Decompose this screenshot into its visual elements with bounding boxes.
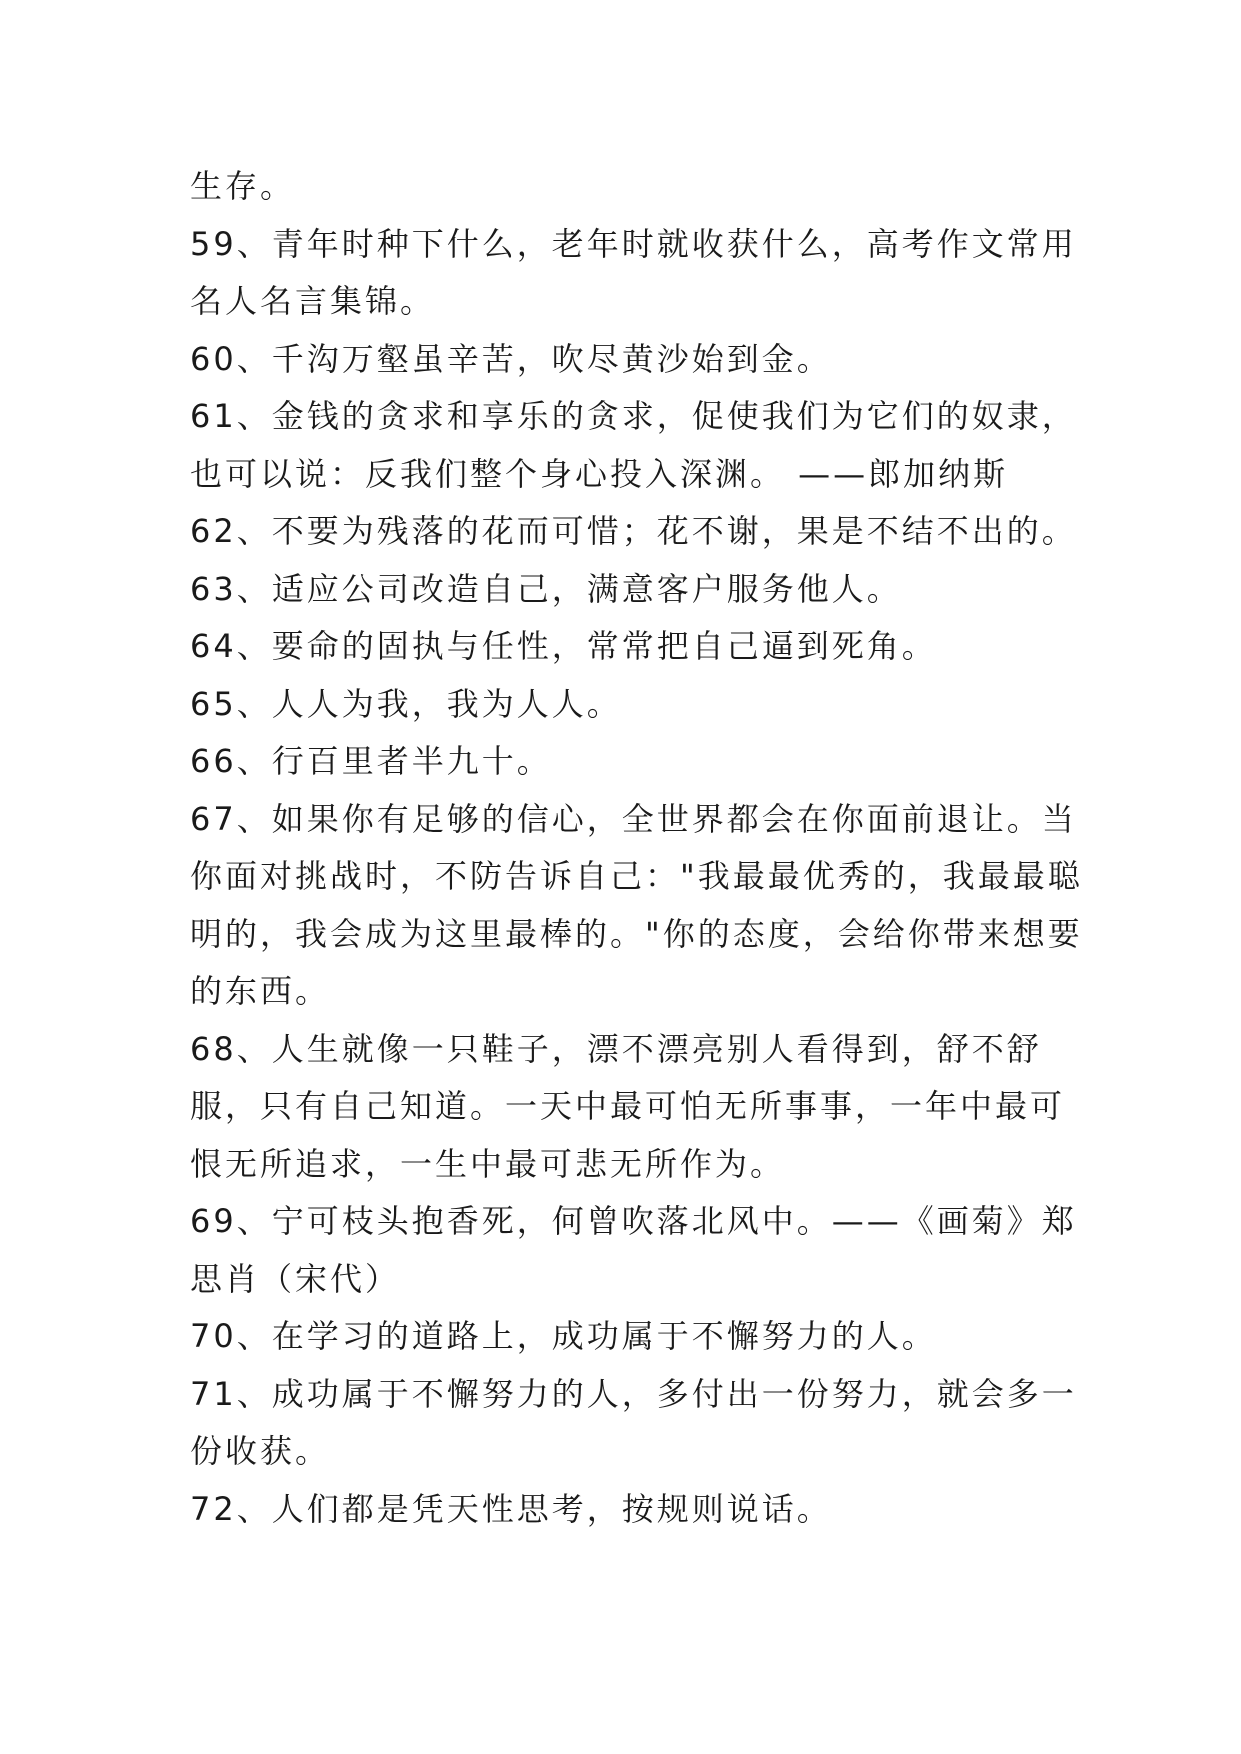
paragraph-65: 65、人人为我，我为人人。 [190,684,622,723]
paragraph-72: 72、人们都是凭天性思考，按规则说话。 [190,1489,832,1528]
paragraph-67: 67、如果你有足够的信心，全世界都会在你面前退让。当你面对挑战时，不防告诉自己："我最最优秀的，我最最聪明的，我会成为这里最棒的。"你的态度，会给你带来想要的东西。 [190,799,1083,1010]
paragraph-70: 70、在学习的道路上，成功属于不懈努力的人。 [190,1317,937,1355]
paragraph-62: 62、不要为残落的花而可惜；花不谢，果是不结不出的。 [190,512,1077,550]
paragraph-68: 68、人生就像一只鞋子，漂不漂亮别人看得到，舒不舒服，只有自己知道。一天中最可怕无所事事，一年中最可恨无所追求，一生中最可悲无所作为。 [190,1029,1066,1183]
document-body [190,158,1090,1538]
paragraph-59: 59、青年时种下什么，老年时就收获什么，高考作文常用名人名言集锦。 [190,224,1077,320]
paragraph-69: 69、宁可枝头抱香死，何曾吹落北风中。——《画菊》郑思肖（宋代） [190,1202,1077,1298]
paragraph-60: 60、千沟万壑虽辛苦，吹尽黄沙始到金。 [190,339,832,378]
paragraph-71: 71、成功属于不懈努力的人，多付出一份努力，就会多一份收获。 [190,1374,1077,1470]
paragraph-64: 64、要命的固执与任性，常常把自己逼到死角。 [190,627,937,665]
paragraph-63: 63、适应公司改造自己，满意客户服务他人。 [190,569,902,608]
paragraph-continuation: 生存。 [190,167,296,205]
paragraph-61: 61、金钱的贪求和享乐的贪求，促使我们为它们的奴隶，也可以说：反我们整个身心投入深渊。 ——郎加纳斯 [190,397,1077,493]
paragraph-66: 66、行百里者半九十。 [190,742,552,780]
